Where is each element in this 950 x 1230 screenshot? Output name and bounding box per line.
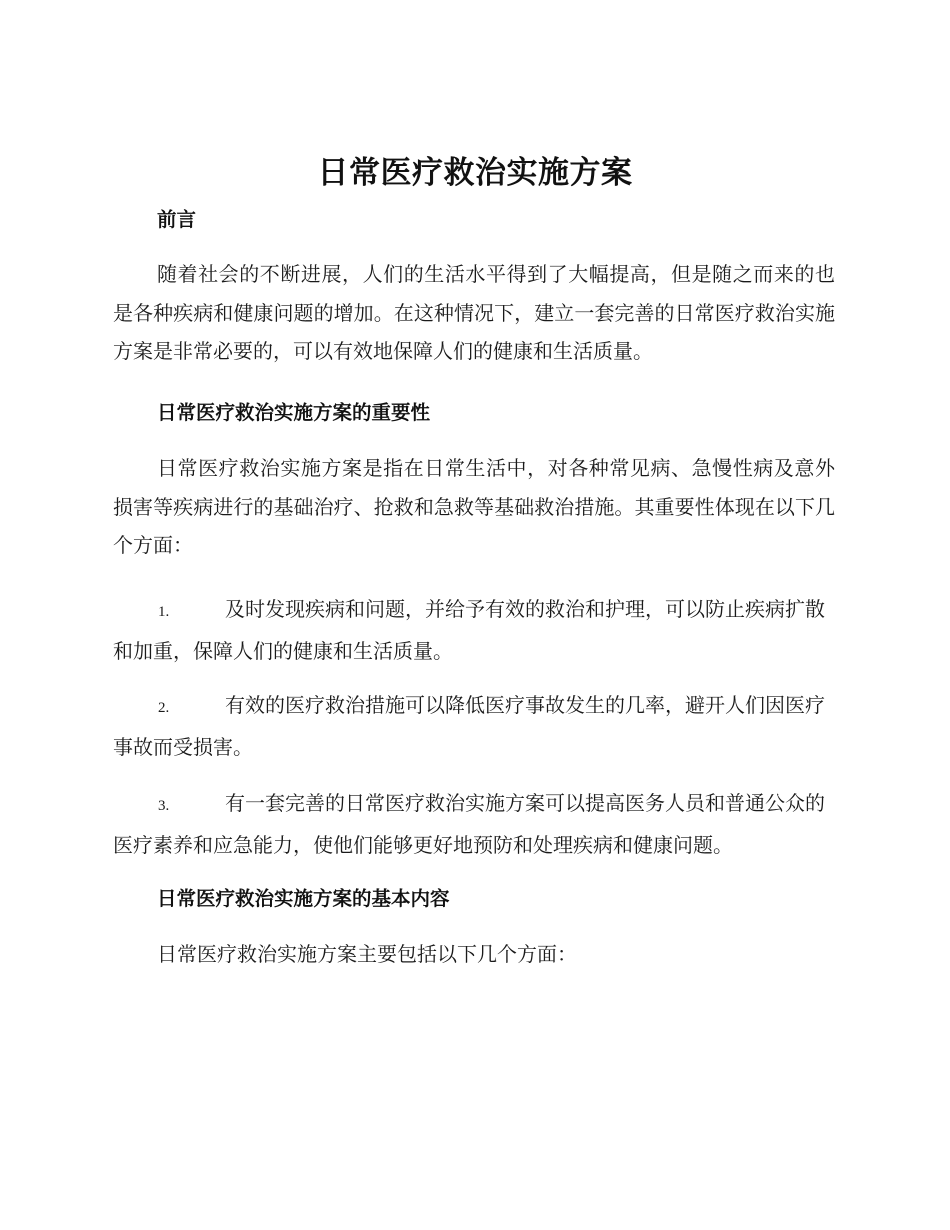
list-item-text: 有一套完善的日常医疗救治实施方案可以提高医务人员和普通公众的医疗素养和应急能力，使他们能够更好地预防和处理疾病和健康问题。 xyxy=(113,791,825,857)
section-heading-importance: 日常医疗救治实施方案的重要性 xyxy=(157,401,431,424)
document-title: 日常医疗救治实施方案 xyxy=(317,155,633,191)
list-item-text: 及时发现疾病和问题，并给予有效的救治和护理，可以防止疾病扩散和加重，保障人们的健康和生活质量。 xyxy=(113,597,825,663)
list-item xyxy=(113,784,835,864)
paragraph-importance: 日常医疗救治实施方案是指在日常生活中，对各种常见病、急慢性病及意外损害等疾病进行的基础治疗、抢救和急救等基础救治措施。其重要性体现在以下几个方面： xyxy=(113,456,835,557)
list-item-number: 2. xyxy=(158,700,170,716)
section-heading-basic-content: 日常医疗救治实施方案的基本内容 xyxy=(157,887,450,910)
paragraph-preface: 随着社会的不断进展，人们的生活水平得到了大幅提高，但是随之而来的也是各种疾病和健康问题的增加。在这种情况下，建立一套完善的日常医疗救治实施方案是非常必要的，可以有效地保障人们的健康和生活质量。 xyxy=(113,262,835,363)
section-heading-preface: 前言 xyxy=(157,208,197,231)
paragraph-basic-content: 日常医疗救治实施方案主要包括以下几个方面： xyxy=(157,942,577,966)
list-item-number: 3. xyxy=(158,798,170,814)
list-item xyxy=(113,590,835,670)
list-item xyxy=(113,686,835,766)
list-item-text: 有效的医疗救治措施可以降低医疗事故发生的几率，避开人们因医疗事故而受损害。 xyxy=(113,693,825,759)
list-item-number: 1. xyxy=(158,604,170,620)
